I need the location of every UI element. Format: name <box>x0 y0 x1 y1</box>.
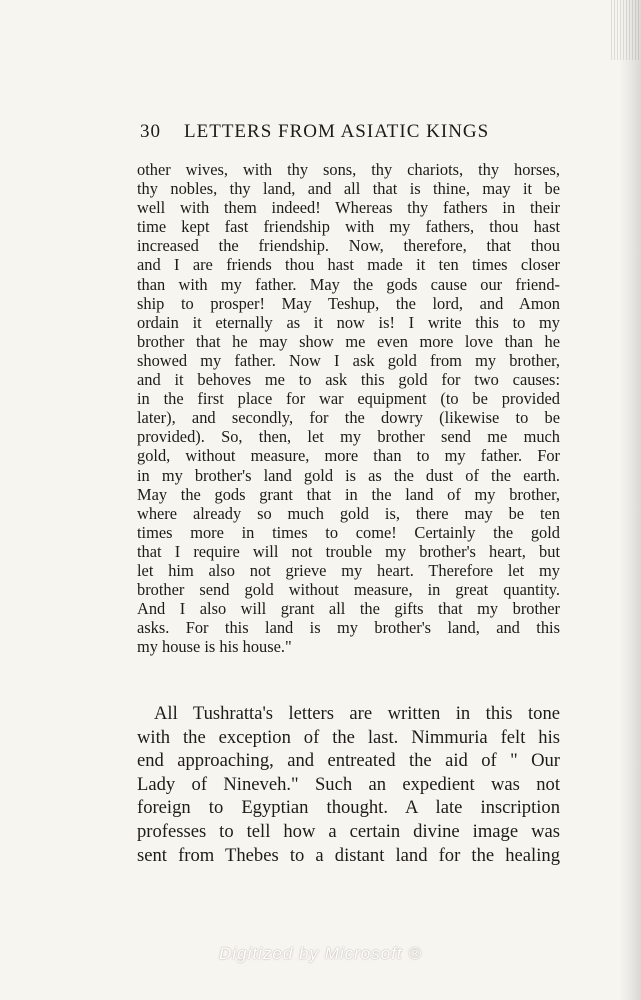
text-line: end approaching, and entreated the aid of " Our <box>137 750 560 772</box>
text-line: thy nobles, thy land, and all that is thine, may it be <box>137 179 560 199</box>
text-line: May the gods grant that in the land of my brother, <box>137 484 560 504</box>
text-line: And I also will grant all the gifts that my brother <box>137 599 560 619</box>
text-line: that I require will not trouble my brother's heart, but <box>137 541 560 561</box>
text-line: in the first place for war equipment (to be provided <box>137 389 560 409</box>
text-line: with the exception of the last. Nimmuria felt his <box>137 726 560 748</box>
text-line: where already so much gold is, there may be ten <box>137 503 560 523</box>
text-line: my house is his house." <box>137 637 292 657</box>
text-line: later), and secondly, for the dowry (likewise to be <box>137 408 560 428</box>
text-line: increased the friendship. Now, therefore, that thou <box>137 236 560 256</box>
text-line: and it behoves me to ask this gold for two causes: <box>137 370 560 390</box>
digitization-watermark: Digitized by Microsoft ® <box>219 944 422 963</box>
text-line: provided). So, then, let my brother send me much <box>137 427 560 447</box>
text-line: brother send gold without measure, in great quantity. <box>137 580 560 600</box>
text-line: foreign to Egyptian thought. A late inscription <box>137 797 560 819</box>
text-line: sent from Thebes to a distant land for the healing <box>137 844 560 866</box>
text-line: time kept fast friendship with my fathers, thou hast <box>137 217 560 237</box>
text-line: Lady of Nineveh." Such an expedient was not <box>137 773 560 795</box>
body-paragraph <box>137 702 560 867</box>
text-line: ship to prosper! May Teshup, the lord, and Amon <box>137 293 560 313</box>
text-line: ordain it eternally as it now is! I write this to my <box>137 312 560 332</box>
scan-corner-artifact <box>611 0 641 60</box>
page-edge-shadow <box>619 0 641 1000</box>
running-title: LETTERS FROM ASIATIC KINGS <box>184 121 490 142</box>
page-number: 30 <box>140 121 161 142</box>
text-line: showed my father. Now I ask gold from my brother, <box>137 350 560 370</box>
text-line: in my brother's land gold is as the dust of the earth. <box>137 465 560 485</box>
text-line: other wives, with thy sons, thy chariots, thy horses, <box>137 160 560 179</box>
text-line: times more in times to come! Certainly the gold <box>137 522 560 542</box>
text-line: professes to tell how a certain divine image was <box>137 820 560 842</box>
text-line: well with them indeed! Whereas thy fathers in their <box>137 198 560 218</box>
text-line: and I are friends thou hast made it ten times closer <box>137 255 560 275</box>
text-line: asks. For this land is my brother's land, and this <box>137 618 560 638</box>
letter-quotation <box>137 160 560 656</box>
text-line: than with my father. May the gods cause our friend- <box>137 274 560 294</box>
text-line: gold, without measure, more than to my father. For <box>137 446 560 466</box>
running-header <box>140 121 560 143</box>
text-line: brother that he may show me even more love than he <box>137 331 560 351</box>
text-line: let him also not grieve my heart. Therefore let my <box>137 560 560 580</box>
text-line: All Tushratta's letters are written in this tone <box>154 703 560 724</box>
